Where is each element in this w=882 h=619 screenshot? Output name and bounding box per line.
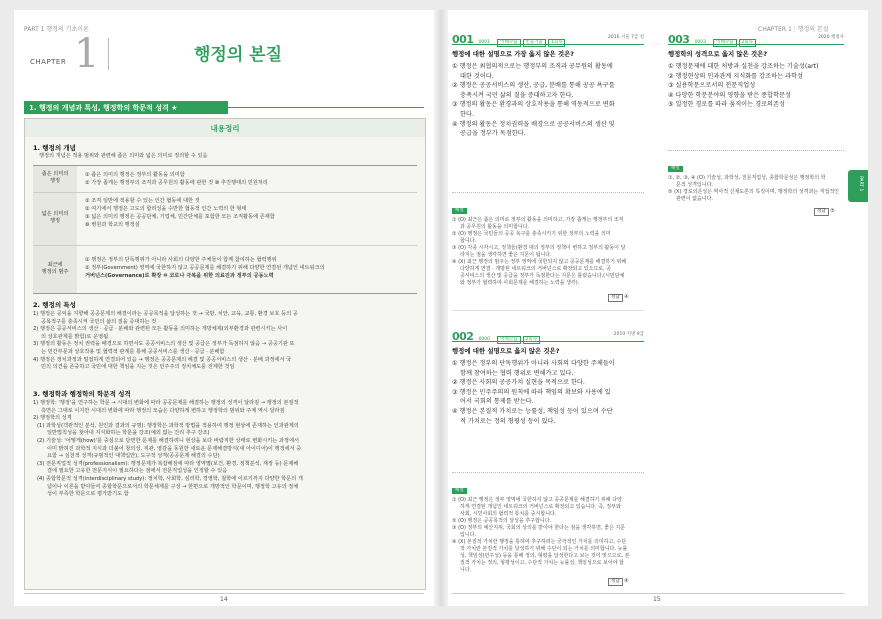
- explain-001: [452, 196, 644, 287]
- nature-line: (1) 과학성(객관적인 분석, 원인과 결과의 규명): 행정학은 과학적 방법을 적용하여 행정 현상에 존재하는 인과관계의: [37, 422, 299, 429]
- option-line: 한다.: [460, 110, 474, 118]
- explain-label: 해설: [668, 166, 683, 172]
- option-line: ① 행정은 정부의 단독행위가 아니라 사회의 다양한 주체들이: [452, 360, 615, 367]
- answer-label: 정답: [608, 294, 623, 302]
- concept-row-text: [85, 197, 275, 229]
- answer-value: ④: [624, 294, 629, 300]
- question-002: [452, 325, 644, 426]
- explain-line: ③ (O) 각종 시각시고, 정책들(환경 대의 정부의 정책이 변하고 정부의 활동이 달: [452, 245, 626, 251]
- concept-table-divider: [33, 245, 417, 246]
- explain-line: 질적 가치는 정의, 형평성이고, 수단적 가치는 능률성, 책임성으로 보아야 합: [460, 560, 624, 566]
- explain-label: 해설: [452, 488, 467, 494]
- explain-text: [452, 217, 644, 287]
- concept-heading: 1. 행정의 개념: [33, 144, 76, 152]
- question-text: 행정에 대한 설명으로 가장 옳지 않은 것은?: [452, 50, 575, 58]
- nature-line: 이미 밝혀진 과학적 지식과 더불어 창의성, 직관, 영감을 동원한 새로운 문제해결방식(새 아이디어)이 행정에서 중: [47, 445, 302, 452]
- features-text: [33, 311, 417, 372]
- option-line: ⑤ 일정한 경로를 따라 움직이는 경로의존성: [668, 101, 785, 109]
- question-header: [452, 325, 644, 341]
- explain-line: ⑤ (X) 경로의존성은 역사적 신제도론의 특징이며, 행정학의 성격과는 직접적인: [668, 189, 840, 195]
- feature-line: 2) 행정은 공공서비스의 생산 · 공급 · 분배와 관련된 모든 활동을 의미하는 개방체제(외부환경과 관련시키는 사이: [33, 326, 288, 333]
- answer-label: 정답: [608, 578, 623, 586]
- question-options: [452, 359, 644, 426]
- chapter-title: 행정의 본질: [194, 45, 283, 65]
- tag: 2회독: [523, 336, 541, 344]
- question-text: 행정학의 성격으로 옳지 않은 것은?: [668, 50, 768, 58]
- label-line: 좁은 의미의: [41, 171, 69, 177]
- explain-line: 와 정부가 협력하여 사회문제를 해결하는 노력을 생각).: [460, 280, 580, 286]
- nature-line: 일반법칙성을 찾아내 지식화하는 학문을 강조(예외 없는 진리 추구 강조): [47, 430, 210, 437]
- nature-line: 2) 행정학의 성격: [33, 415, 72, 422]
- nature-text: [33, 400, 417, 499]
- chapter-divider: [108, 38, 109, 70]
- option-line: ④ 다양한 학문분야의 영향을 받은 종합학문성: [668, 91, 791, 99]
- explain-line: 적 가치란 본질적 가치를 달성하기 위해 수단이 되는 가치를 의미합니다. 능률: [460, 546, 628, 552]
- nature-line: (4) 종합학문적 성격(interdisciplinary study): 정치학, 사회학, 심리학, 경영학, 철학에 이르기까지 다양한 학문의 개: [37, 475, 303, 482]
- question-number: 002: [452, 330, 474, 343]
- explain-line: ④ (X) 본질적 가치란 행정을 통하여 추구하려는 궁극적인 가치를 의미하고, 수단: [452, 539, 627, 545]
- row-line: ① 조직 일반에 적용할 수 있는 인간 협동에 대한 것: [85, 198, 200, 204]
- book-spine: [434, 10, 448, 606]
- row-line: ② 가장 좁게는 행정부의 조직과 공무원의 활동에 관한 것 ⑩ 추진행태의 민원처리: [85, 180, 268, 186]
- answer-label: 정답: [814, 208, 829, 216]
- option-line: ③ 행정의 활동은 환경과의 상호작용을 통해 역동적으로 변화: [452, 101, 615, 109]
- features-heading: 2. 행정의 특성: [33, 301, 76, 309]
- explain-line: 문적 성격입니다.: [676, 182, 713, 188]
- section-title-bar: [24, 101, 228, 114]
- question-text: 행정에 대한 설명으로 옳지 않은 것은?: [452, 347, 560, 355]
- nature-line: (3) 전문직업적 성격(professionalism): 행정문제가 복잡해짐에 따라 영역별(보건, 환경, 정책분석, 재정 등) 문제해: [37, 460, 299, 467]
- row-line: ② 정부(Government) 영역에 국한하지 않고 공공문제를 해결하기 위해 다양한 연결된 개념인 네트워크의: [85, 265, 325, 271]
- feature-line: 는 민간부문과 상호작용 및 협력적 관계를 통해 공공서비스를 생산 · 공급 · 분배함: [41, 348, 225, 355]
- explain-text: [452, 497, 644, 574]
- running-head-chapter: CHAPTER 1: [758, 26, 792, 33]
- explain-line: 합니다.: [460, 238, 477, 244]
- question-code: 0003: [694, 40, 707, 45]
- explain-line: 과 공무원의 활동을 의미합니다.: [460, 224, 530, 230]
- explain-line: ② (O) 행정은 국민들의 공공 욕구를 충족시키기 위한 정부의 노력을 의미: [452, 231, 611, 237]
- row-line: ① 행정은 정부의 단독행위가 아니라 사회의 다양한 주체들이 함께 참여하는 협력행위: [85, 257, 277, 263]
- concept-table: [33, 165, 417, 294]
- feature-line: 4) 행정은 정치과정과 밀접하게 연결되어 있음 → 행정은 공공문제의 해결 및 공공서비스의 생산 · 분배 과정에서 국: [33, 356, 292, 363]
- side-tab: [848, 170, 868, 202]
- question-options: [452, 62, 644, 139]
- feature-line: 의 상호관계를 밝힘)로 운영됨: [41, 333, 109, 340]
- explain-line: 성, 책임성(민주성) 등을 통해 정의, 형평을 달성한다고 보는 것이 맞으므로, 본: [460, 553, 630, 559]
- explain-line: 입니다.: [460, 532, 477, 538]
- label-line: 행정의 범주: [41, 269, 69, 275]
- chapter-number: 1: [74, 31, 100, 77]
- explain-line: 공서비스의 생산 및 공급을 정부가 독점한다는 지문은 틀렸습니다.(시민단체: [460, 273, 625, 279]
- option-line: ③ 행정은 민주주의의 원칙에 따라 책임의 확보와 사용에 있: [452, 388, 611, 396]
- feature-line: 공목적구를 충족시켜 국민의 삶의 질을 증대하는 것: [41, 318, 157, 325]
- row-line: ⑩ 병원과 학교의 행정실: [85, 222, 140, 228]
- label-line: 넓은 의미의: [41, 211, 69, 217]
- nature-line: 측면은 그대로 이지만 시대의 변화에 따라 행정의 모습은 다양하게 변하고 행정학의 범위와 주제 역시 달라짐: [41, 407, 285, 414]
- tag: 1회독: [548, 39, 566, 47]
- explain-line: 니다.: [460, 567, 472, 573]
- question-options: [668, 62, 844, 110]
- question-number: 003: [668, 33, 690, 46]
- explain-line: 사회, 시민사회의 협력적 통치를 중시합니다.: [460, 511, 557, 517]
- question-source: 2016 서울 7급 설: [608, 35, 644, 40]
- explain-line: ③ (O) 정부의 예산지위, 국회의 상의를 받아야 한다는 점을 생각하면, 좋은 지문: [452, 525, 626, 531]
- feature-line: 3) 행정의 활동은 정치 권력을 배경으로 하면서도 공공서비스의 생산 및 공급은 정부가 독점하지 않음 → 공공기관 또: [33, 341, 295, 348]
- option-line: ② 행정은 사회의 공공가치 실현을 목적으로 한다.: [452, 379, 585, 387]
- running-head-title: 행정의 본질: [797, 26, 829, 33]
- feature-line: 민의 의견을 존중하고 국민에 대한 책임을 지는 것은 민주주의 정치체도를 전제한 것임: [41, 364, 235, 371]
- option-line: ② 행정현상의 인과관계 지식화를 강조하는 과학성: [668, 72, 803, 80]
- label-line: 최근에: [47, 262, 63, 268]
- answer-003: [814, 208, 835, 216]
- explain-003: [668, 154, 844, 203]
- explain-line: 다양하게 연결 · 개방된 네트워크의 거버넌스로 확장되고 있으므로, 공: [460, 266, 612, 272]
- side-tab-label: PART 1: [858, 176, 863, 192]
- tag: 빈출기출: [523, 39, 546, 47]
- chapter-word: CHAPTER: [30, 58, 67, 66]
- row-line: ① 좁은 의미의 행정은 정부의 활동을 의미함: [85, 172, 185, 178]
- option-line: 공급을 정부가 독점한다.: [460, 130, 526, 138]
- question-number: 001: [452, 33, 474, 46]
- label-line: 행정: [49, 218, 61, 224]
- question-003: [668, 28, 844, 110]
- footer-rule: [452, 593, 844, 594]
- question-header: [668, 28, 844, 44]
- explain-separator: [668, 150, 844, 151]
- left-page: [14, 10, 434, 606]
- row-line: 거버넌스(Governance)로 확장 ⑩ 코로나 극복을 위한 의료진과 정부의 공동노력: [85, 273, 274, 279]
- question-code: 0000: [478, 337, 491, 342]
- question-source: 2010 지방 9급: [613, 332, 644, 337]
- page-number-right: 15: [653, 596, 661, 603]
- option-line: 어서 국회의 통제를 받는다.: [460, 398, 534, 406]
- explain-line: ① (O) 최근 행정은 정부 영역에 국한하지 않고 공공문제를 해결하기 위해 다양: [452, 497, 622, 503]
- answer-001: [608, 294, 629, 302]
- concept-row-text: [85, 171, 268, 187]
- concept-row-label: [33, 262, 77, 276]
- option-line: 함께 참여하는 협력 행위로 변해가고 있다.: [460, 369, 574, 377]
- tag: 이해학습: [497, 39, 520, 47]
- concept-row-text: [85, 256, 325, 280]
- explain-line: 관련이 없습니다.: [676, 196, 713, 202]
- nature-line: 념이나 이론을 받아들여 종합학문으로서의 학문체계를 구성 → 한편으로 개방적인 학문이며, 행정학 고유의 정체: [47, 483, 299, 490]
- nature-heading: 3. 행정학과 행정학의 학문적 성격: [33, 390, 131, 398]
- nature-line: 결에 필요한 고유한 전문지식이 필요하다는 점에서 전문직업성을 인정할 수 있음: [47, 468, 228, 475]
- explain-line: 라지는 점을 생각하면 좋은 지문이 됩니다.: [460, 252, 552, 258]
- row-line: ② 여기에서 행정은 고도의 합리성을 수반한 협동적 인간 노력의 한 형태: [85, 206, 247, 212]
- concept-row-label: [33, 171, 77, 185]
- explain-002: [452, 476, 644, 574]
- explain-separator: [452, 472, 644, 473]
- label-line: 행정: [49, 178, 61, 184]
- explain-line: ④ (X) 최근 행정의 범주는 정부 영역에 국한되지 않고 공공문제를 해결하기 위해: [452, 259, 627, 265]
- question-source: 2020 행정사: [818, 35, 844, 40]
- option-line: ① 행정문제에 대한 처방과 실천을 강조하는 기술성(art): [668, 63, 819, 70]
- summary-header: 내용정리: [210, 124, 240, 133]
- tag: 2회독: [739, 39, 757, 47]
- explain-text: [668, 175, 844, 203]
- nature-line: 성이 부족한 학문으로 평가받기도 함: [47, 491, 129, 498]
- explain-separator: [452, 192, 644, 193]
- concept-intro: 행정의 개념은 적용 범위와 관련해 좁은 의미와 넓은 의미로 정의할 수 있음: [39, 153, 208, 159]
- option-line: 적 가치로는 정의 형평성 등이 있다.: [460, 417, 556, 425]
- concept-row-label: [33, 211, 77, 225]
- option-line: 충족시켜 국민 삶의 질을 증대하고자 한다.: [460, 91, 574, 99]
- section-title: 1. 행정의 개념과 특성, 행정학의 학문적 성격 ★: [29, 104, 178, 112]
- option-line: 대한 것이다.: [460, 72, 494, 80]
- answer-value: ④: [624, 578, 629, 584]
- question-header: [452, 28, 644, 44]
- section-underline: [228, 107, 424, 108]
- question-001: [452, 28, 644, 139]
- explain-label: 해설: [452, 208, 467, 214]
- tag: 이해학습: [497, 336, 520, 344]
- feature-line: 1) 행정은 공익을 지향해 공공문제의 해결이라는 공공목적을 달성하는 것 → 국방, 치안, 교육, 교통, 환경 보호 등의 공: [33, 311, 298, 317]
- nature-line: 요함 → 실천적 성격(규범적인 대책입안), 도구적 성격(공공문제 해결의 수단): [47, 453, 220, 460]
- answer-002: [608, 578, 629, 586]
- option-line: ③ 실용학문으로서의 전문직업성: [668, 82, 756, 90]
- footer-rule: [24, 593, 424, 594]
- explain-line: ① (O) 최근은 좁은 의미로 정부의 활동을 의미하고, 가장 좁게는 행정부의 조직: [452, 217, 624, 223]
- nature-line: (2) 기술성: '어떻게(how)'를 중심으로 당면한 문제를 해결하려니 현상을 보다 바람직한 상태로 변화시키는 과정에서: [37, 437, 299, 444]
- answer-value: ⑤: [830, 208, 835, 214]
- question-separator: [452, 310, 644, 311]
- page-number-left: 14: [220, 596, 228, 603]
- option-line: ④ 행정은 본질적 가치로는 능률성, 책임성 등이 있으며 수단: [452, 407, 613, 415]
- row-line: ③ 넓은 의미의 행정은 공공단체, 기업체, 민간단체를 포함한 모든 조직활동에 존재함: [85, 214, 275, 220]
- concept-table-divider: [33, 192, 417, 193]
- tag: 이해학습: [713, 39, 736, 47]
- nature-line: 1) 행정학: '행정'을 연구하는 학문 → 시대의 변화에 따라 공공문제를 해결하는 행정의 성격이 달라짐 → 행정의 본질적: [33, 400, 299, 406]
- explain-line: ①, ②, ③, ④ (O) 기술성, 과학성, 전문직업성, 종합학문성은 행정학의 학: [668, 175, 826, 181]
- option-line: ② 행정은 공공서비스의 생산, 공급, 분배를 통해 공공 욕구를: [452, 82, 615, 90]
- summary-box: [24, 118, 426, 590]
- explain-line: 하게 연결된 개념인 네트워크의 거버넌스로 확장되고 있습니다. 즉, 정부와: [460, 504, 621, 510]
- option-line: ① 행정은 최협의적으로는 행정부의 조직과 공무원의 활동에: [452, 63, 613, 70]
- option-line: ④ 행정의 활동은 정치권력을 배경으로 공공서비스의 생산 및: [452, 120, 615, 128]
- question-code: 0001: [478, 40, 491, 45]
- running-head-left: PART 1 행정의 기초이론: [24, 26, 89, 33]
- explain-line: ② (O) 행정은 공공목적의 달성을 추구합니다.: [452, 518, 552, 524]
- right-page: [448, 10, 868, 606]
- running-head-right: CHAPTER 1 | 행정의 본질: [758, 26, 829, 33]
